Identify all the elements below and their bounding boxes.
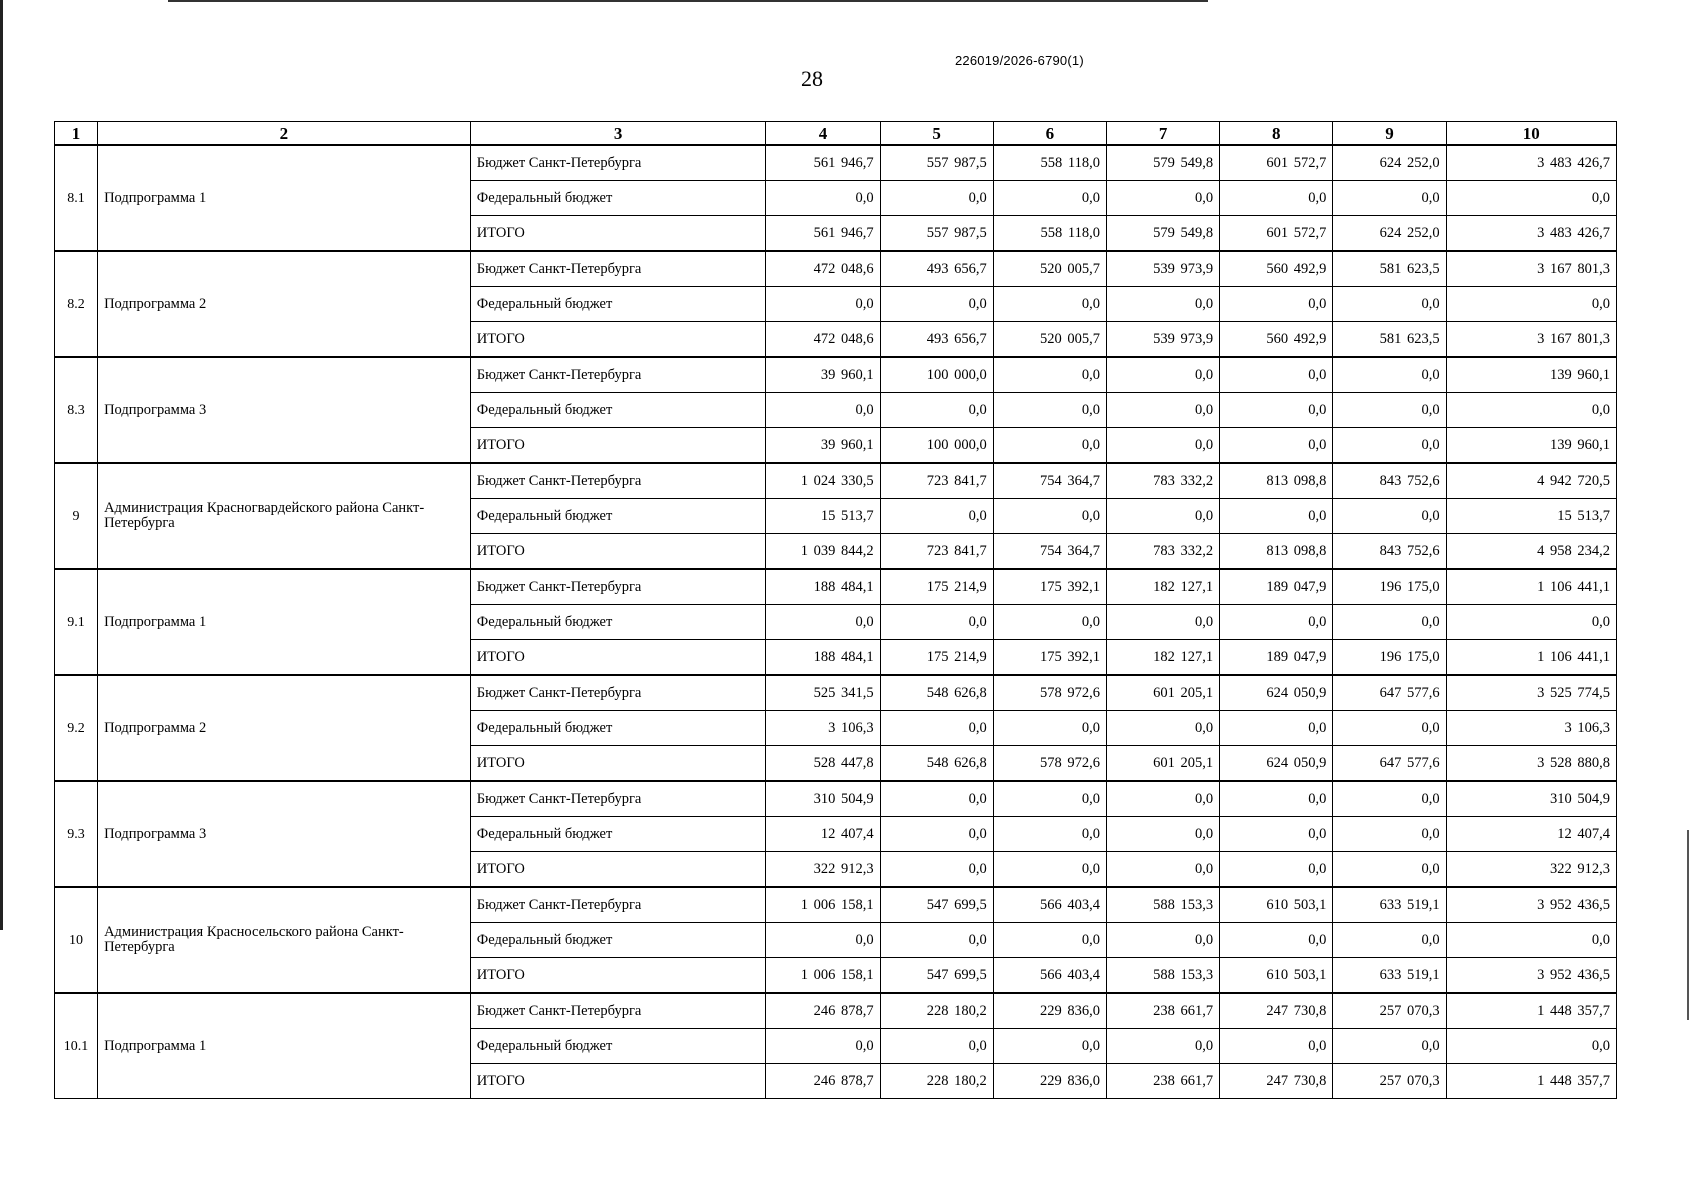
funding-source: Бюджет Санкт-Петербурга bbox=[470, 781, 766, 817]
row-code: 8.3 bbox=[55, 357, 98, 463]
total-value-cell: 310 504,9 bbox=[1446, 781, 1616, 817]
total-value-cell: 3 106,3 bbox=[1446, 711, 1616, 746]
value-cell: 0,0 bbox=[1106, 605, 1219, 640]
value-cell: 257 070,3 bbox=[1333, 993, 1446, 1029]
program-name: Подпрограмма 3 bbox=[98, 357, 471, 463]
budget-table bbox=[54, 121, 1617, 1099]
column-header: 4 bbox=[766, 122, 880, 146]
value-cell: 633 519,1 bbox=[1333, 887, 1446, 923]
total-value-cell: 1 448 357,7 bbox=[1446, 1064, 1616, 1099]
value-cell: 0,0 bbox=[1333, 711, 1446, 746]
row-code: 9.2 bbox=[55, 675, 98, 781]
value-cell: 0,0 bbox=[1106, 852, 1219, 888]
value-cell: 196 175,0 bbox=[1333, 569, 1446, 605]
value-cell: 100 000,0 bbox=[880, 428, 993, 464]
value-cell: 39 960,1 bbox=[766, 357, 880, 393]
value-cell: 0,0 bbox=[1106, 817, 1219, 852]
value-cell: 39 960,1 bbox=[766, 428, 880, 464]
row-code: 10.1 bbox=[55, 993, 98, 1099]
value-cell: 723 841,7 bbox=[880, 534, 993, 570]
value-cell: 196 175,0 bbox=[1333, 640, 1446, 676]
value-cell: 0,0 bbox=[1220, 817, 1333, 852]
total-value-cell: 1 106 441,1 bbox=[1446, 640, 1616, 676]
value-cell: 0,0 bbox=[880, 817, 993, 852]
value-cell: 560 492,9 bbox=[1220, 322, 1333, 358]
value-cell: 0,0 bbox=[1106, 287, 1219, 322]
total-value-cell: 4 942 720,5 bbox=[1446, 463, 1616, 499]
value-cell: 633 519,1 bbox=[1333, 958, 1446, 994]
value-cell: 0,0 bbox=[993, 817, 1106, 852]
value-cell: 624 252,0 bbox=[1333, 145, 1446, 181]
scan-left-edge bbox=[0, 0, 3, 930]
total-value-cell: 3 167 801,3 bbox=[1446, 251, 1616, 287]
value-cell: 189 047,9 bbox=[1220, 640, 1333, 676]
value-cell: 0,0 bbox=[1106, 1029, 1219, 1064]
value-cell: 624 050,9 bbox=[1220, 675, 1333, 711]
value-cell: 0,0 bbox=[766, 181, 880, 216]
value-cell: 558 118,0 bbox=[993, 145, 1106, 181]
program-name: Подпрограмма 1 bbox=[98, 145, 471, 251]
value-cell: 0,0 bbox=[880, 499, 993, 534]
value-cell: 472 048,6 bbox=[766, 322, 880, 358]
value-cell: 624 252,0 bbox=[1333, 216, 1446, 252]
total-value-cell: 3 525 774,5 bbox=[1446, 675, 1616, 711]
value-cell: 578 972,6 bbox=[993, 675, 1106, 711]
value-cell: 547 699,5 bbox=[880, 887, 993, 923]
value-cell: 238 661,7 bbox=[1106, 1064, 1219, 1099]
funding-source: ИТОГО bbox=[470, 958, 766, 994]
scan-right-mark bbox=[1687, 830, 1689, 1020]
value-cell: 539 973,9 bbox=[1106, 251, 1219, 287]
budget-row-spb bbox=[55, 993, 1617, 1029]
value-cell: 0,0 bbox=[880, 781, 993, 817]
value-cell: 601 572,7 bbox=[1220, 216, 1333, 252]
program-name: Администрация Красногвардейского района Санкт-Петербурга bbox=[98, 463, 471, 569]
value-cell: 547 699,5 bbox=[880, 958, 993, 994]
value-cell: 813 098,8 bbox=[1220, 534, 1333, 570]
value-cell: 566 403,4 bbox=[993, 887, 1106, 923]
value-cell: 754 364,7 bbox=[993, 463, 1106, 499]
value-cell: 0,0 bbox=[1220, 852, 1333, 888]
total-value-cell: 1 106 441,1 bbox=[1446, 569, 1616, 605]
value-cell: 0,0 bbox=[1106, 428, 1219, 464]
value-cell: 189 047,9 bbox=[1220, 569, 1333, 605]
value-cell: 257 070,3 bbox=[1333, 1064, 1446, 1099]
value-cell: 647 577,6 bbox=[1333, 746, 1446, 782]
value-cell: 581 623,5 bbox=[1333, 251, 1446, 287]
scan-top-line bbox=[168, 0, 1208, 2]
budget-row-spb bbox=[55, 145, 1617, 181]
budget-row-spb bbox=[55, 463, 1617, 499]
value-cell: 175 214,9 bbox=[880, 569, 993, 605]
value-cell: 322 912,3 bbox=[766, 852, 880, 888]
row-code: 9 bbox=[55, 463, 98, 569]
value-cell: 0,0 bbox=[880, 711, 993, 746]
value-cell: 0,0 bbox=[880, 923, 993, 958]
value-cell: 0,0 bbox=[1333, 499, 1446, 534]
value-cell: 0,0 bbox=[1220, 781, 1333, 817]
value-cell: 0,0 bbox=[1220, 1029, 1333, 1064]
budget-row-spb bbox=[55, 887, 1617, 923]
value-cell: 15 513,7 bbox=[766, 499, 880, 534]
value-cell: 843 752,6 bbox=[1333, 463, 1446, 499]
funding-source: ИТОГО bbox=[470, 746, 766, 782]
value-cell: 246 878,7 bbox=[766, 993, 880, 1029]
row-code: 8.2 bbox=[55, 251, 98, 357]
total-value-cell: 3 528 880,8 bbox=[1446, 746, 1616, 782]
value-cell: 520 005,7 bbox=[993, 322, 1106, 358]
value-cell: 1 006 158,1 bbox=[766, 887, 880, 923]
value-cell: 472 048,6 bbox=[766, 251, 880, 287]
total-value-cell: 0,0 bbox=[1446, 923, 1616, 958]
funding-source: Федеральный бюджет bbox=[470, 817, 766, 852]
column-header: 8 bbox=[1220, 122, 1333, 146]
funding-source: Бюджет Санкт-Петербурга bbox=[470, 145, 766, 181]
row-code: 9.1 bbox=[55, 569, 98, 675]
column-header: 1 bbox=[55, 122, 98, 146]
total-value-cell: 3 952 436,5 bbox=[1446, 887, 1616, 923]
value-cell: 0,0 bbox=[1106, 711, 1219, 746]
total-value-cell: 4 958 234,2 bbox=[1446, 534, 1616, 570]
value-cell: 539 973,9 bbox=[1106, 322, 1219, 358]
value-cell: 0,0 bbox=[1333, 393, 1446, 428]
value-cell: 0,0 bbox=[1220, 357, 1333, 393]
total-value-cell: 139 960,1 bbox=[1446, 357, 1616, 393]
funding-source: ИТОГО bbox=[470, 852, 766, 888]
row-code: 8.1 bbox=[55, 145, 98, 251]
value-cell: 0,0 bbox=[880, 181, 993, 216]
value-cell: 0,0 bbox=[1333, 923, 1446, 958]
value-cell: 0,0 bbox=[1106, 181, 1219, 216]
column-header: 2 bbox=[98, 122, 471, 146]
value-cell: 0,0 bbox=[1106, 923, 1219, 958]
value-cell: 3 106,3 bbox=[766, 711, 880, 746]
funding-source: Федеральный бюджет bbox=[470, 605, 766, 640]
value-cell: 0,0 bbox=[993, 428, 1106, 464]
value-cell: 0,0 bbox=[766, 393, 880, 428]
column-header: 7 bbox=[1106, 122, 1219, 146]
value-cell: 579 549,8 bbox=[1106, 216, 1219, 252]
program-name: Подпрограмма 1 bbox=[98, 993, 471, 1099]
value-cell: 229 836,0 bbox=[993, 1064, 1106, 1099]
total-value-cell: 0,0 bbox=[1446, 393, 1616, 428]
total-value-cell: 0,0 bbox=[1446, 287, 1616, 322]
value-cell: 588 153,3 bbox=[1106, 887, 1219, 923]
funding-source: ИТОГО bbox=[470, 322, 766, 358]
funding-source: Бюджет Санкт-Петербурга bbox=[470, 993, 766, 1029]
program-name: Подпрограмма 3 bbox=[98, 781, 471, 887]
value-cell: 247 730,8 bbox=[1220, 1064, 1333, 1099]
funding-source: Федеральный бюджет bbox=[470, 1029, 766, 1064]
value-cell: 0,0 bbox=[1220, 287, 1333, 322]
value-cell: 754 364,7 bbox=[993, 534, 1106, 570]
funding-source: Федеральный бюджет bbox=[470, 287, 766, 322]
budget-row-spb bbox=[55, 569, 1617, 605]
value-cell: 0,0 bbox=[880, 393, 993, 428]
value-cell: 0,0 bbox=[993, 852, 1106, 888]
value-cell: 1 006 158,1 bbox=[766, 958, 880, 994]
column-number-row bbox=[55, 122, 1617, 146]
value-cell: 0,0 bbox=[766, 923, 880, 958]
value-cell: 0,0 bbox=[993, 287, 1106, 322]
funding-source: Бюджет Санкт-Петербурга bbox=[470, 251, 766, 287]
value-cell: 0,0 bbox=[766, 605, 880, 640]
value-cell: 1 024 330,5 bbox=[766, 463, 880, 499]
value-cell: 557 987,5 bbox=[880, 216, 993, 252]
column-header: 10 bbox=[1446, 122, 1616, 146]
total-value-cell: 0,0 bbox=[1446, 605, 1616, 640]
value-cell: 601 572,7 bbox=[1220, 145, 1333, 181]
funding-source: Бюджет Санкт-Петербурга bbox=[470, 887, 766, 923]
value-cell: 493 656,7 bbox=[880, 322, 993, 358]
value-cell: 723 841,7 bbox=[880, 463, 993, 499]
value-cell: 228 180,2 bbox=[880, 993, 993, 1029]
value-cell: 188 484,1 bbox=[766, 640, 880, 676]
total-value-cell: 0,0 bbox=[1446, 181, 1616, 216]
value-cell: 783 332,2 bbox=[1106, 534, 1219, 570]
value-cell: 100 000,0 bbox=[880, 357, 993, 393]
funding-source: ИТОГО bbox=[470, 1064, 766, 1099]
value-cell: 0,0 bbox=[1333, 817, 1446, 852]
value-cell: 0,0 bbox=[993, 499, 1106, 534]
value-cell: 566 403,4 bbox=[993, 958, 1106, 994]
value-cell: 520 005,7 bbox=[993, 251, 1106, 287]
value-cell: 561 946,7 bbox=[766, 145, 880, 181]
value-cell: 0,0 bbox=[993, 393, 1106, 428]
value-cell: 581 623,5 bbox=[1333, 322, 1446, 358]
value-cell: 588 153,3 bbox=[1106, 958, 1219, 994]
total-value-cell: 322 912,3 bbox=[1446, 852, 1616, 888]
funding-source: Бюджет Санкт-Петербурга bbox=[470, 463, 766, 499]
program-name: Подпрограмма 2 bbox=[98, 675, 471, 781]
value-cell: 0,0 bbox=[1106, 357, 1219, 393]
funding-source: Федеральный бюджет bbox=[470, 499, 766, 534]
total-value-cell: 3 167 801,3 bbox=[1446, 322, 1616, 358]
value-cell: 528 447,8 bbox=[766, 746, 880, 782]
funding-source: ИТОГО bbox=[470, 216, 766, 252]
value-cell: 579 549,8 bbox=[1106, 145, 1219, 181]
value-cell: 0,0 bbox=[993, 711, 1106, 746]
value-cell: 0,0 bbox=[1220, 499, 1333, 534]
value-cell: 238 661,7 bbox=[1106, 993, 1219, 1029]
column-header: 3 bbox=[470, 122, 766, 146]
funding-source: Бюджет Санкт-Петербурга bbox=[470, 675, 766, 711]
budget-row-spb bbox=[55, 781, 1617, 817]
value-cell: 0,0 bbox=[880, 852, 993, 888]
funding-source: Федеральный бюджет bbox=[470, 711, 766, 746]
value-cell: 0,0 bbox=[1220, 393, 1333, 428]
value-cell: 0,0 bbox=[880, 287, 993, 322]
value-cell: 0,0 bbox=[1333, 1029, 1446, 1064]
value-cell: 647 577,6 bbox=[1333, 675, 1446, 711]
value-cell: 0,0 bbox=[880, 605, 993, 640]
value-cell: 0,0 bbox=[1106, 393, 1219, 428]
column-header: 9 bbox=[1333, 122, 1446, 146]
budget-table-body bbox=[55, 145, 1617, 1099]
value-cell: 578 972,6 bbox=[993, 746, 1106, 782]
total-value-cell: 12 407,4 bbox=[1446, 817, 1616, 852]
funding-source: ИТОГО bbox=[470, 640, 766, 676]
budget-row-spb bbox=[55, 357, 1617, 393]
value-cell: 0,0 bbox=[1333, 181, 1446, 216]
budget-row-spb bbox=[55, 251, 1617, 287]
value-cell: 0,0 bbox=[993, 781, 1106, 817]
total-value-cell: 3 483 426,7 bbox=[1446, 145, 1616, 181]
total-value-cell: 3 483 426,7 bbox=[1446, 216, 1616, 252]
value-cell: 0,0 bbox=[766, 287, 880, 322]
column-header: 6 bbox=[993, 122, 1106, 146]
value-cell: 175 392,1 bbox=[993, 640, 1106, 676]
total-value-cell: 1 448 357,7 bbox=[1446, 993, 1616, 1029]
total-value-cell: 0,0 bbox=[1446, 1029, 1616, 1064]
value-cell: 175 214,9 bbox=[880, 640, 993, 676]
value-cell: 0,0 bbox=[1220, 923, 1333, 958]
value-cell: 0,0 bbox=[993, 357, 1106, 393]
funding-source: Федеральный бюджет bbox=[470, 923, 766, 958]
program-name: Подпрограмма 2 bbox=[98, 251, 471, 357]
program-name: Подпрограмма 1 bbox=[98, 569, 471, 675]
page-number: 28 bbox=[801, 66, 823, 91]
value-cell: 610 503,1 bbox=[1220, 958, 1333, 994]
value-cell: 0,0 bbox=[1333, 428, 1446, 464]
total-value-cell: 139 960,1 bbox=[1446, 428, 1616, 464]
value-cell: 228 180,2 bbox=[880, 1064, 993, 1099]
value-cell: 0,0 bbox=[1220, 428, 1333, 464]
funding-source: ИТОГО bbox=[470, 534, 766, 570]
value-cell: 0,0 bbox=[1333, 357, 1446, 393]
funding-source: Бюджет Санкт-Петербурга bbox=[470, 357, 766, 393]
document-number: 226019/2026-6790(1) bbox=[955, 53, 1084, 68]
value-cell: 0,0 bbox=[1106, 499, 1219, 534]
value-cell: 548 626,8 bbox=[880, 675, 993, 711]
value-cell: 813 098,8 bbox=[1220, 463, 1333, 499]
value-cell: 610 503,1 bbox=[1220, 887, 1333, 923]
value-cell: 0,0 bbox=[993, 605, 1106, 640]
value-cell: 624 050,9 bbox=[1220, 746, 1333, 782]
funding-source: Федеральный бюджет bbox=[470, 181, 766, 216]
value-cell: 0,0 bbox=[1220, 711, 1333, 746]
value-cell: 229 836,0 bbox=[993, 993, 1106, 1029]
value-cell: 0,0 bbox=[1333, 852, 1446, 888]
value-cell: 0,0 bbox=[766, 1029, 880, 1064]
column-header: 5 bbox=[880, 122, 993, 146]
value-cell: 0,0 bbox=[993, 923, 1106, 958]
value-cell: 557 987,5 bbox=[880, 145, 993, 181]
value-cell: 601 205,1 bbox=[1106, 746, 1219, 782]
value-cell: 0,0 bbox=[1106, 781, 1219, 817]
value-cell: 0,0 bbox=[1220, 605, 1333, 640]
value-cell: 247 730,8 bbox=[1220, 993, 1333, 1029]
value-cell: 0,0 bbox=[1333, 781, 1446, 817]
funding-source: ИТОГО bbox=[470, 428, 766, 464]
row-code: 9.3 bbox=[55, 781, 98, 887]
value-cell: 560 492,9 bbox=[1220, 251, 1333, 287]
value-cell: 0,0 bbox=[1333, 287, 1446, 322]
value-cell: 1 039 844,2 bbox=[766, 534, 880, 570]
total-value-cell: 3 952 436,5 bbox=[1446, 958, 1616, 994]
value-cell: 493 656,7 bbox=[880, 251, 993, 287]
value-cell: 188 484,1 bbox=[766, 569, 880, 605]
value-cell: 0,0 bbox=[880, 1029, 993, 1064]
total-value-cell: 15 513,7 bbox=[1446, 499, 1616, 534]
funding-source: Бюджет Санкт-Петербурга bbox=[470, 569, 766, 605]
value-cell: 182 127,1 bbox=[1106, 569, 1219, 605]
value-cell: 783 332,2 bbox=[1106, 463, 1219, 499]
row-code: 10 bbox=[55, 887, 98, 993]
value-cell: 561 946,7 bbox=[766, 216, 880, 252]
value-cell: 12 407,4 bbox=[766, 817, 880, 852]
value-cell: 548 626,8 bbox=[880, 746, 993, 782]
value-cell: 0,0 bbox=[993, 181, 1106, 216]
value-cell: 175 392,1 bbox=[993, 569, 1106, 605]
program-name: Администрация Красносельского района Санкт-Петербурга bbox=[98, 887, 471, 993]
value-cell: 525 341,5 bbox=[766, 675, 880, 711]
budget-row-spb bbox=[55, 675, 1617, 711]
value-cell: 843 752,6 bbox=[1333, 534, 1446, 570]
value-cell: 558 118,0 bbox=[993, 216, 1106, 252]
value-cell: 0,0 bbox=[1333, 605, 1446, 640]
value-cell: 310 504,9 bbox=[766, 781, 880, 817]
value-cell: 0,0 bbox=[993, 1029, 1106, 1064]
value-cell: 246 878,7 bbox=[766, 1064, 880, 1099]
funding-source: Федеральный бюджет bbox=[470, 393, 766, 428]
value-cell: 182 127,1 bbox=[1106, 640, 1219, 676]
value-cell: 601 205,1 bbox=[1106, 675, 1219, 711]
value-cell: 0,0 bbox=[1220, 181, 1333, 216]
